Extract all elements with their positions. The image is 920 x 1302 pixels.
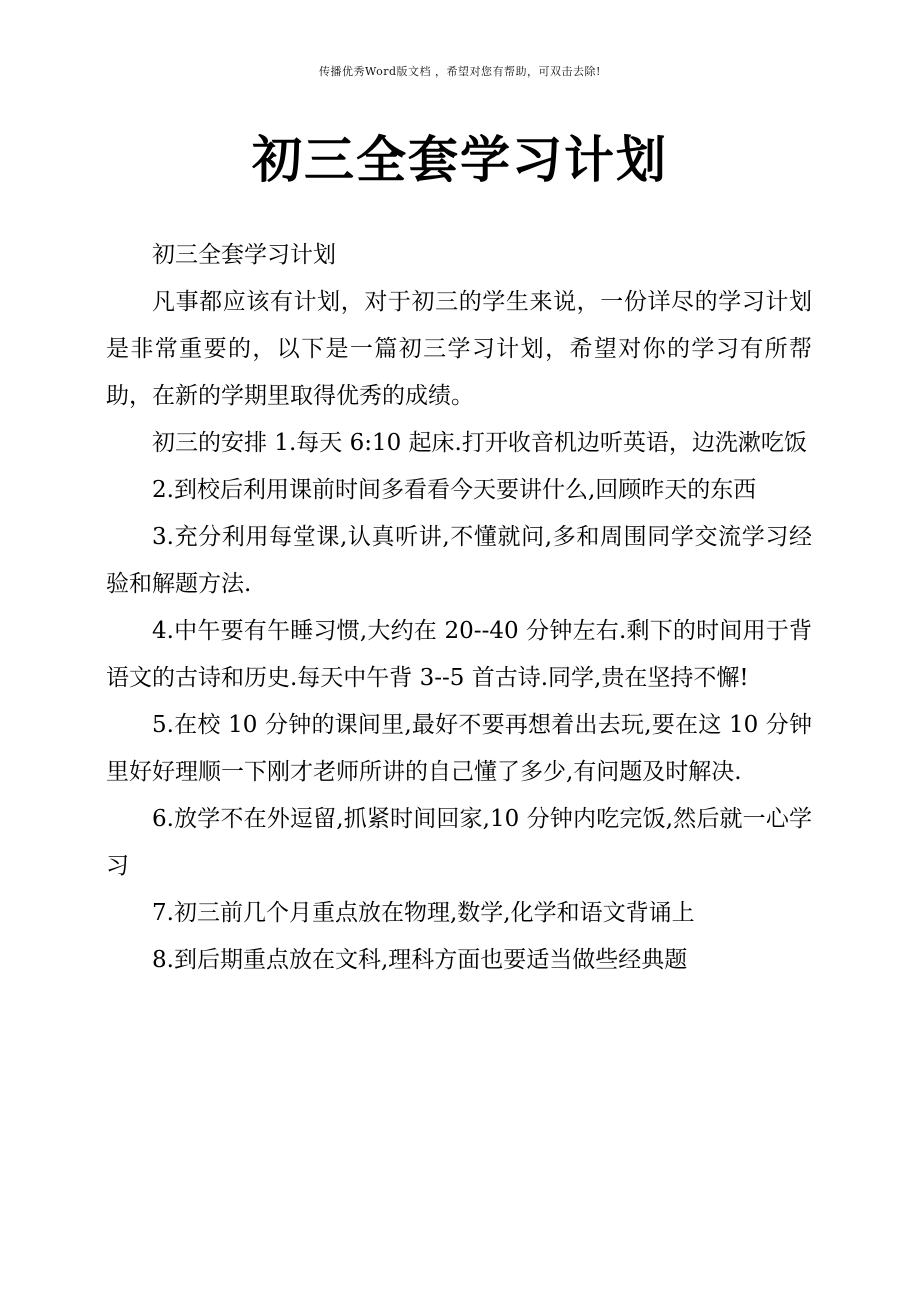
paragraph-item-6: 6.放学不在外逗留,抓紧时间回家,10 分钟内吃完饭,然后就一心学习 bbox=[106, 806, 812, 879]
paragraph-intro: 凡事都应该有计划，对于初三的学生来说，一份详尽的学习计划是非常重要的，以下是一篇初三学习计划，希望对你的学习有所帮助，在新的学期里取得优秀的成绩。 bbox=[106, 289, 812, 409]
paragraph-item-1: 初三的安排 1.每天 6:10 起床.打开收音机边听英语，边洗漱吃饭 bbox=[152, 430, 807, 456]
paragraph-item-4: 4.中午要有午睡习惯,大约在 20--40 分钟左右.剩下的时间用于背语文的古诗和历史.每天中午背 3--5 首古诗.同学,贵在坚持不懈! bbox=[106, 618, 812, 691]
paragraph-item-8: 8.到后期重点放在文科,理科方面也要适当做些经典题 bbox=[152, 947, 688, 973]
document-body bbox=[106, 232, 812, 984]
document-title: 初三全套学习计划 bbox=[252, 131, 668, 189]
paragraph-subtitle: 初三全套学习计划 bbox=[152, 242, 336, 268]
paragraph-item-7: 7.初三前几个月重点放在物理,数学,化学和语文背诵上 bbox=[152, 900, 695, 926]
header-note: 传播优秀Word版文档 ，希望对您有帮助，可双击去除! bbox=[319, 65, 601, 78]
paragraph-item-2: 2.到校后利用课前时间多看看今天要讲什么,回顾昨天的东西 bbox=[152, 477, 757, 503]
paragraph-item-5: 5.在校 10 分钟的课间里,最好不要再想着出去玩,要在这 10 分钟里好好理顺一下刚才老师所讲的自己懂了多少,有问题及时解决. bbox=[106, 712, 812, 785]
paragraph-item-3: 3.充分利用每堂课,认真听讲,不懂就问,多和周围同学交流学习经验和解题方法. bbox=[106, 524, 812, 597]
